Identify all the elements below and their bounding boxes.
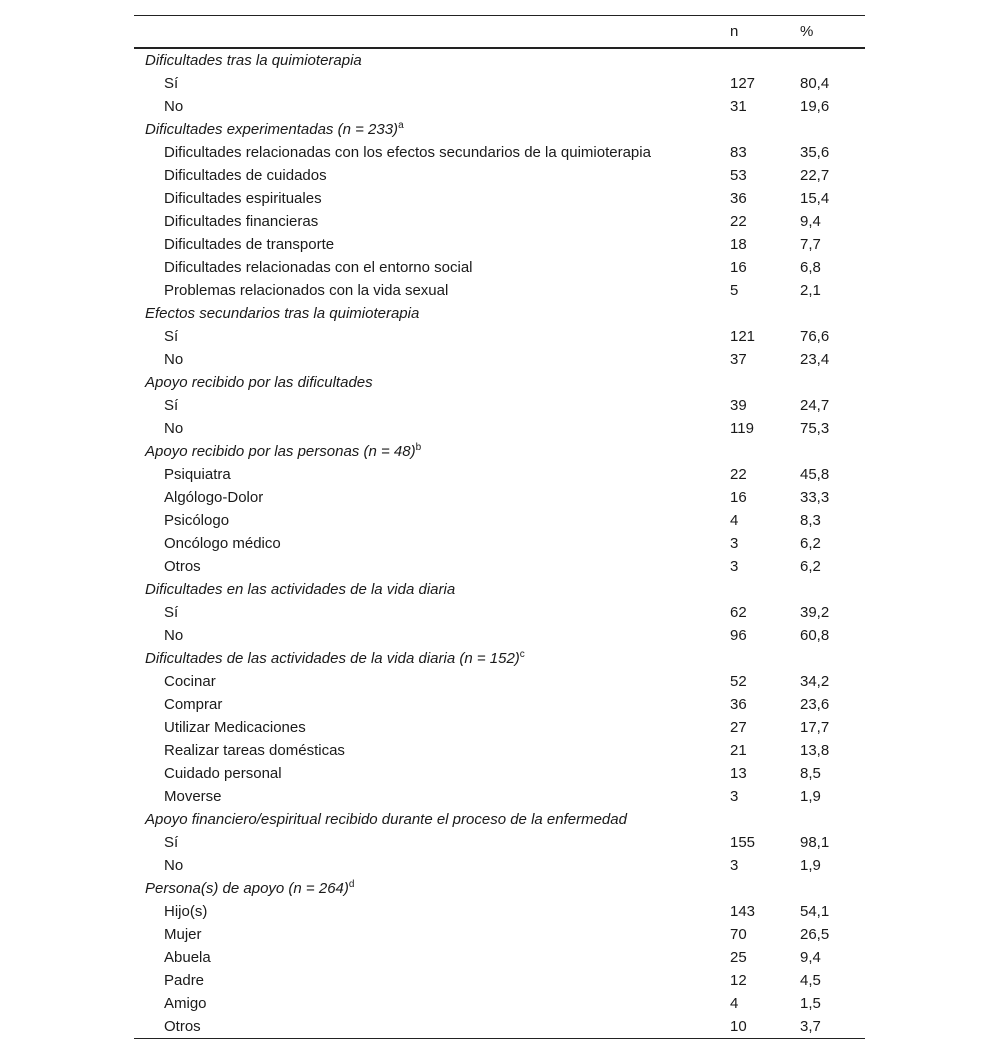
row-label-cell: Cuidado personal — [164, 764, 282, 782]
row-label-cell: No — [164, 856, 184, 874]
row-label-cell: Dificultades de transporte — [164, 235, 335, 253]
section-header-row — [134, 877, 865, 900]
row-pct-cell: 1,5 — [800, 994, 821, 1012]
table-row — [134, 624, 865, 647]
row-pct-cell: 1,9 — [800, 856, 821, 874]
table-row — [134, 256, 865, 279]
row-pct-cell: 17,7 — [800, 718, 830, 736]
row-label-cell: Dificultades espirituales — [164, 189, 322, 207]
row-label-cell: Algólogo-Dolor — [164, 488, 264, 506]
table-row — [134, 233, 865, 256]
table-row — [134, 348, 865, 371]
row-pct-cell: 34,2 — [800, 672, 830, 690]
row-label-cell: Mujer — [164, 925, 202, 943]
row-n-cell: 16 — [730, 258, 747, 276]
row-label-cell: Moverse — [164, 787, 222, 805]
row-label-cell: No — [164, 419, 184, 437]
table-row — [134, 463, 865, 486]
row-n-cell: 96 — [730, 626, 747, 644]
table-row — [134, 1015, 865, 1039]
row-pct-cell: 1,9 — [800, 787, 821, 805]
row-label-cell: No — [164, 626, 184, 644]
table-row — [134, 693, 865, 716]
table-row — [134, 325, 865, 348]
row-label-cell: Hijo(s) — [164, 902, 208, 920]
table-row — [134, 831, 865, 854]
row-pct-cell: 75,3 — [800, 419, 830, 437]
row-n-cell: 52 — [730, 672, 747, 690]
footnote-marker: b — [415, 441, 422, 453]
row-label-cell: Otros — [164, 557, 201, 575]
section-title: Apoyo financiero/espiritual recibido durante el proceso de la enfermedad — [145, 810, 627, 828]
section-header-row — [134, 48, 865, 72]
row-n-cell: 5 — [730, 281, 739, 299]
row-pct-cell: 23,6 — [800, 695, 830, 713]
table-header — [134, 16, 865, 48]
row-n-cell: 36 — [730, 695, 747, 713]
row-n-cell: 13 — [730, 764, 747, 782]
row-label-cell: Comprar — [164, 695, 223, 713]
row-label-cell: Psiquiatra — [164, 465, 231, 483]
header-pct-cell: % — [800, 16, 865, 48]
table-row — [134, 670, 865, 693]
row-n-cell: 3 — [730, 557, 739, 575]
section-header-row — [134, 118, 865, 141]
row-label-cell: No — [164, 97, 184, 115]
row-pct-cell: 35,6 — [800, 143, 830, 161]
header-row — [134, 16, 865, 48]
row-n-cell: 36 — [730, 189, 747, 207]
row-label-cell: Utilizar Medicaciones — [164, 718, 306, 736]
row-n-cell: 3 — [730, 534, 739, 552]
row-label-cell: Padre — [164, 971, 205, 989]
header-n-cell: n — [730, 16, 800, 48]
table-row — [134, 486, 865, 509]
table-row — [134, 762, 865, 785]
row-n-cell: 62 — [730, 603, 747, 621]
section-title: Apoyo recibido por las dificultades — [145, 373, 373, 391]
footnote-marker: d — [348, 878, 355, 890]
row-pct-cell: 22,7 — [800, 166, 830, 184]
row-pct-cell: 9,4 — [800, 212, 821, 230]
row-label-cell: Dificultades relacionadas con los efectos secundarios de la quimioterapia — [164, 143, 651, 161]
row-label-cell: Dificultades relacionadas con el entorno social — [164, 258, 473, 276]
row-label-cell: Sí — [164, 396, 179, 414]
row-pct-cell: 6,8 — [800, 258, 821, 276]
row-pct-cell: 26,5 — [800, 925, 830, 943]
row-n-cell: 10 — [730, 1015, 800, 1039]
row-n-cell: 70 — [730, 925, 747, 943]
table-row — [134, 210, 865, 233]
row-label-cell: Oncólogo médico — [164, 534, 281, 552]
row-pct-cell: 15,4 — [800, 189, 830, 207]
row-pct-cell: 13,8 — [800, 741, 830, 759]
table-body — [134, 48, 865, 1039]
row-label-cell: Dificultades financieras — [164, 212, 319, 230]
section-title-cell — [134, 302, 865, 325]
section-title: Apoyo recibido por las personas (n = 48) — [145, 442, 416, 460]
row-n-cell: 21 — [730, 741, 747, 759]
row-label-cell: Problemas relacionados con la vida sexual — [164, 281, 449, 299]
table-row — [134, 95, 865, 118]
table-row — [134, 141, 865, 164]
row-pct-cell: 45,8 — [800, 465, 830, 483]
row-n-cell: 27 — [730, 718, 747, 736]
row-pct-cell: 19,6 — [800, 97, 830, 115]
row-pct-cell: 9,4 — [800, 948, 821, 966]
table-row — [134, 532, 865, 555]
row-pct-cell: 2,1 — [800, 281, 821, 299]
row-n-cell: 119 — [730, 419, 754, 437]
section-header-row — [134, 302, 865, 325]
table-row — [134, 394, 865, 417]
row-n-cell: 22 — [730, 212, 747, 230]
row-label-cell: Sí — [164, 74, 179, 92]
section-title-cell — [134, 118, 865, 141]
row-label-cell: Dificultades de cuidados — [164, 166, 327, 184]
footnote-marker: a — [398, 119, 404, 131]
results-table — [134, 15, 865, 1039]
table-row — [134, 164, 865, 187]
row-pct-cell: 80,4 — [800, 74, 830, 92]
section-title-cell — [134, 647, 865, 670]
row-label-cell: No — [164, 350, 184, 368]
row-pct-cell: 4,5 — [800, 971, 821, 989]
row-label-cell: Sí — [164, 327, 179, 345]
table-row — [134, 279, 865, 302]
table-row — [134, 900, 865, 923]
section-title: Dificultades de las actividades de la vida diaria (n = 152) — [145, 649, 520, 667]
table-row — [134, 923, 865, 946]
section-title: Dificultades experimentadas (n = 233) — [145, 120, 399, 138]
table-row — [134, 854, 865, 877]
row-n-cell: 18 — [730, 235, 747, 253]
row-n-cell: 39 — [730, 396, 747, 414]
section-header-row — [134, 578, 865, 601]
section-title-cell — [134, 48, 865, 72]
section-title-cell — [134, 440, 865, 463]
row-n-cell: 25 — [730, 948, 747, 966]
row-pct-cell: 8,3 — [800, 511, 821, 529]
row-n-cell: 4 — [730, 511, 739, 529]
row-pct-cell: 23,4 — [800, 350, 830, 368]
row-pct-cell: 24,7 — [800, 396, 830, 414]
table-row — [134, 969, 865, 992]
row-pct-cell: 98,1 — [800, 833, 830, 851]
row-n-cell: 143 — [730, 902, 756, 920]
row-n-cell: 16 — [730, 488, 747, 506]
row-n-cell: 83 — [730, 143, 747, 161]
footnote-marker: c — [519, 648, 525, 660]
row-n-cell: 121 — [730, 327, 756, 345]
header-label-cell — [134, 16, 730, 48]
row-label-cell: Sí — [164, 603, 179, 621]
row-n-cell: 12 — [730, 971, 747, 989]
section-header-row — [134, 808, 865, 831]
row-n-cell: 53 — [730, 166, 747, 184]
row-pct-cell: 33,3 — [800, 488, 830, 506]
row-n-cell: 3 — [730, 787, 739, 805]
row-label-cell: Realizar tareas domésticas — [164, 741, 345, 759]
table-row — [134, 946, 865, 969]
section-title: Dificultades en las actividades de la vida diaria — [145, 580, 456, 598]
section-title-cell — [134, 578, 865, 601]
table-row — [134, 187, 865, 210]
row-label-cell: Abuela — [164, 948, 211, 966]
results-table-container — [134, 15, 865, 1039]
row-n-cell: 22 — [730, 465, 747, 483]
table-row — [134, 716, 865, 739]
row-pct-cell: 6,2 — [800, 534, 821, 552]
row-pct-cell: 3,7 — [800, 1015, 865, 1039]
row-pct-cell: 60,8 — [800, 626, 830, 644]
row-pct-cell: 76,6 — [800, 327, 830, 345]
section-title-cell — [134, 808, 865, 831]
row-n-cell: 155 — [730, 833, 756, 851]
row-pct-cell: 6,2 — [800, 557, 821, 575]
section-header-row — [134, 371, 865, 394]
section-title: Efectos secundarios tras la quimioterapia — [145, 304, 420, 322]
section-header-row — [134, 440, 865, 463]
section-title-cell — [134, 371, 865, 394]
row-label-cell: Sí — [164, 833, 179, 851]
row-label-cell: Amigo — [164, 994, 207, 1012]
table-row — [134, 601, 865, 624]
row-label-cell: Psicólogo — [164, 511, 230, 529]
row-pct-cell: 39,2 — [800, 603, 830, 621]
row-n-cell: 4 — [730, 994, 739, 1012]
row-pct-cell: 7,7 — [800, 235, 821, 253]
row-n-cell: 31 — [730, 97, 747, 115]
table-row — [134, 509, 865, 532]
section-title-cell — [134, 877, 865, 900]
table-row — [134, 555, 865, 578]
row-label-cell: Otros — [134, 1015, 730, 1039]
table-row — [134, 739, 865, 762]
table-row — [134, 72, 865, 95]
row-pct-cell: 54,1 — [800, 902, 830, 920]
table-row — [134, 992, 865, 1015]
row-pct-cell: 8,5 — [800, 764, 821, 782]
row-n-cell: 127 — [730, 74, 756, 92]
table-row — [134, 417, 865, 440]
row-n-cell: 3 — [730, 856, 739, 874]
section-title: Persona(s) de apoyo (n = 264) — [145, 879, 349, 897]
table-row — [134, 785, 865, 808]
row-n-cell: 37 — [730, 350, 747, 368]
section-title: Dificultades tras la quimioterapia — [145, 51, 362, 69]
row-label-cell: Cocinar — [164, 672, 216, 690]
section-header-row — [134, 647, 865, 670]
